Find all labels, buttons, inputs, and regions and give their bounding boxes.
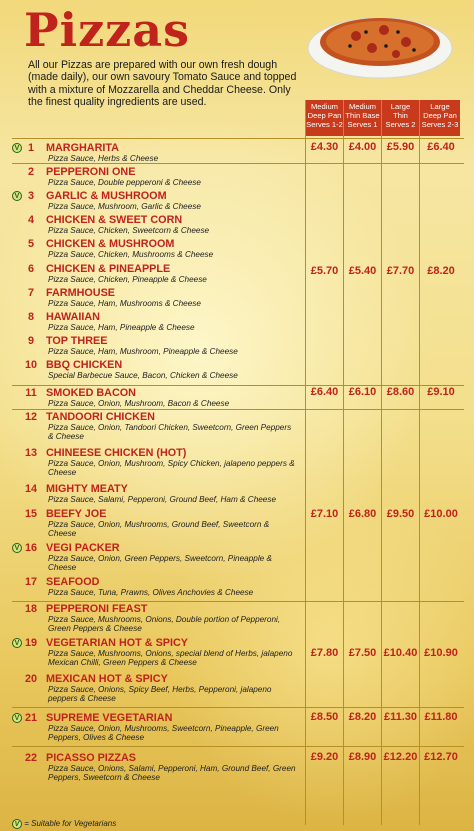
price-cell: £8.60 [386, 386, 415, 398]
pizza-number: 18 [24, 603, 37, 615]
pizza-number: 16 [24, 542, 37, 554]
price-cell: £5.40 [348, 265, 377, 277]
pizza-description: Pizza Sauce, Tuna, Prawns, Olives Anchovies & Cheese [48, 588, 254, 597]
price-cell: £11.80 [424, 711, 458, 723]
column-header-line: Medium [348, 102, 376, 111]
pizza-description: Pizza Sauce, Onion, Tandoori Chicken, Sweetcorn, Green Peppers & Cheese [48, 423, 292, 442]
pizza-number: 12 [24, 411, 37, 423]
pizza-name: CHICKEN & MUSHROOM [46, 238, 175, 250]
price-cell: £5.70 [310, 265, 339, 277]
column-header-line: Serves 2-3 [421, 120, 459, 129]
pizza-description: Pizza Sauce, Herbs & Cheese [48, 154, 159, 163]
pizza-description: Pizza Sauce, Chicken, Sweetcorn & Cheese [48, 226, 210, 235]
pizza-number: 6 [27, 263, 34, 275]
pizza-description: Pizza Sauce, Salami, Pepperoni, Ground Beef, Ham & Cheese [48, 495, 277, 504]
pizza-name: CHICKEN & PINEAPPLE [46, 263, 171, 275]
pizza-number: 14 [24, 483, 37, 495]
price-cell: £6.10 [348, 386, 377, 398]
pizza-photo [306, 2, 454, 80]
price-cell: £8.20 [427, 265, 455, 277]
price-cell: £10.00 [424, 508, 458, 520]
pizza-number: 4 [27, 214, 34, 226]
price-cell: £8.20 [348, 711, 377, 723]
pizza-name: HAWAIIAN [46, 311, 100, 323]
column-header-line: Deep Pan [307, 111, 342, 120]
pizza-number: 5 [27, 238, 34, 250]
price-cell: £12.70 [424, 751, 458, 763]
price-cell: £7.70 [386, 265, 415, 277]
vegetarian-icon: V [12, 819, 22, 829]
price-cell: £7.80 [310, 647, 339, 659]
price-cell: £7.10 [310, 508, 339, 520]
footnote-text: = Suitable for Vegetarians [24, 819, 117, 829]
pizza-name: CHINEESE CHICKEN (HOT) [46, 447, 187, 459]
pizza-number: 10 [24, 359, 37, 371]
column-header-line: Thin [393, 111, 408, 120]
veg-footnote [12, 819, 116, 829]
pizza-name: VEGI PACKER [46, 542, 120, 554]
pizza-name: MARGHARITA [46, 142, 119, 154]
group-rule [12, 707, 464, 708]
pizza-description: Pizza Sauce, Ham, Mushroom, Pineapple & Cheese [48, 347, 238, 356]
group-rule [12, 601, 464, 602]
price-cell: £9.20 [310, 751, 339, 763]
pizza-name: CHICKEN & SWEET CORN [46, 214, 183, 226]
price-cell: £7.50 [348, 647, 377, 659]
pizza-description: Pizza Sauce, Onion, Mushroom, Spicy Chicken, jalapeno peppers & Cheese [48, 459, 295, 478]
column-header-line: Serves 1-2 [306, 120, 343, 129]
pizza-name: SUPREME VEGETARIAN [46, 712, 173, 724]
pizza-number: 17 [24, 576, 37, 588]
pizza-number: 22 [24, 752, 37, 764]
group-rule [12, 746, 464, 747]
column-header-line: Large [430, 102, 450, 111]
pizza-name: GARLIC & MUSHROOM [46, 190, 167, 202]
column-header-line: Large [390, 102, 411, 111]
price-cell: £10.90 [424, 647, 458, 659]
group-rule [12, 409, 464, 410]
vegetarian-icon: V [12, 191, 22, 201]
pizza-number: 8 [27, 311, 34, 323]
group-rule [12, 138, 464, 139]
price-cell: £12.20 [383, 751, 418, 763]
pizza-description: Pizza Sauce, Mushrooms, Onions, special blend of Herbs, jalapeno Mexican Chilli, Green Peppers & Cheese [48, 649, 293, 668]
column-header-line: Serves 2 [385, 120, 416, 129]
pizza-description: Pizza Sauce, Onions, Salami, Pepperoni, Ham, Ground Beef, Green Peppers, Sweetcorn & Cheese [48, 764, 296, 783]
intro-text: All our Pizzas are prepared with our own fresh dough (made daily), our own savoury Tomato Sauce and topped with a mixture of Mozzarella and Cheddar Cheese. Only the finest quality ingredients are used. [28, 59, 297, 108]
pizza-number: 15 [24, 508, 37, 520]
pizza-name: BEEFY JOE [46, 508, 107, 520]
pizza-name: FARMHOUSE [46, 287, 115, 299]
pizza-number: 7 [27, 287, 34, 299]
pizza-name: TANDOORI CHICKEN [46, 411, 155, 423]
price-cell: £9.10 [427, 386, 455, 398]
price-cell: £11.30 [383, 711, 418, 723]
price-cell: £10.40 [383, 647, 418, 659]
pizza-description: Pizza Sauce, Mushroom, Garlic & Cheese [48, 202, 201, 211]
pizza-name: SMOKED BACON [46, 387, 136, 399]
price-cell: £4.00 [348, 141, 377, 153]
pizza-name: PICASSO PIZZAS [46, 752, 136, 764]
price-cell: £9.50 [386, 508, 415, 520]
pizza-description: Pizza Sauce, Double pepperoni & Cheese [48, 178, 201, 187]
pizza-number: 1 [27, 142, 34, 154]
price-cell: £6.40 [310, 386, 339, 398]
price-cell: £5.90 [386, 141, 415, 153]
pizza-number: 9 [27, 335, 34, 347]
pizza-number: 11 [25, 387, 37, 399]
vegetarian-icon: V [12, 543, 22, 553]
column-header-large-deep-pan [420, 100, 460, 136]
pizza-name: MIGHTY MEATY [46, 483, 128, 495]
menu-title: Pizzas [24, 3, 191, 57]
pizza-description: Pizza Sauce, Ham, Pineapple & Cheese [48, 323, 195, 332]
column-header-line: Medium [310, 102, 338, 111]
pizza-description: Pizza Sauce, Onion, Green Peppers, Sweetcorn, Pineapple & Cheese [48, 554, 272, 573]
pizza-number: 3 [27, 190, 34, 202]
pizza-description: Pizza Sauce, Ham, Mushrooms & Cheese [48, 299, 201, 308]
pizza-number: 13 [24, 447, 37, 459]
pizza-number: 21 [24, 712, 37, 724]
pizza-name: VEGETARIAN HOT & SPICY [46, 637, 188, 649]
pizza-name: TOP THREE [46, 335, 108, 347]
price-cell: £8.90 [348, 751, 377, 763]
pizza-description: Pizza Sauce, Mushrooms, Onions, Double portion of Pepperoni, Green Peppers & Cheese [48, 615, 281, 634]
price-cell: £4.30 [310, 141, 339, 153]
price-cell: £6.40 [427, 141, 455, 153]
pizza-name: BBQ CHICKEN [46, 359, 123, 371]
pizza-number: 2 [27, 166, 34, 178]
pizza-description: Pizza Sauce, Chicken, Mushrooms & Cheese [48, 250, 214, 259]
pizza-name: PEPPERONI ONE [46, 166, 136, 178]
pizza-number: 20 [24, 673, 37, 685]
column-header-line: Deep Pan [423, 111, 457, 120]
pizza-number: 19 [24, 637, 37, 649]
column-header-medium-deep-pan [306, 100, 343, 136]
pizza-description: Pizza Sauce, Onions, Spicy Beef, Herbs, Pepperoni, jalapeno peppers & Cheese [48, 685, 272, 704]
pizza-description: Pizza Sauce, Onion, Mushroom, Bacon & Cheese [48, 399, 230, 408]
vegetarian-icon: V [12, 143, 22, 153]
pizza-description: Pizza Sauce, Chicken, Pineapple & Cheese [48, 275, 207, 284]
column-header-medium-thin-base [344, 100, 381, 136]
pizza-description: Pizza Sauce, Onion, Mushrooms, Ground Beef, Sweetcorn & Cheese [48, 520, 270, 539]
pizza-name: SEAFOOD [46, 576, 100, 588]
pizza-description: Special Barbecue Sauce, Bacon, Chicken & Cheese [48, 371, 238, 380]
pizza-description: Pizza Sauce, Onion, Mushrooms, Sweetcorn, Pineapple, Green Peppers, Olives & Cheese [48, 724, 279, 743]
price-cell: £8.50 [310, 711, 339, 723]
column-header-line: Thin Base [345, 111, 380, 120]
column-header-line: Serves 1 [347, 120, 378, 129]
vegetarian-icon: V [12, 713, 22, 723]
pizza-name: MEXICAN HOT & SPICY [46, 673, 168, 685]
price-cell: £6.80 [348, 508, 377, 520]
vegetarian-icon: V [12, 638, 22, 648]
column-header-large-thin [382, 100, 419, 136]
pizza-name: PEPPERONI FEAST [46, 603, 148, 615]
